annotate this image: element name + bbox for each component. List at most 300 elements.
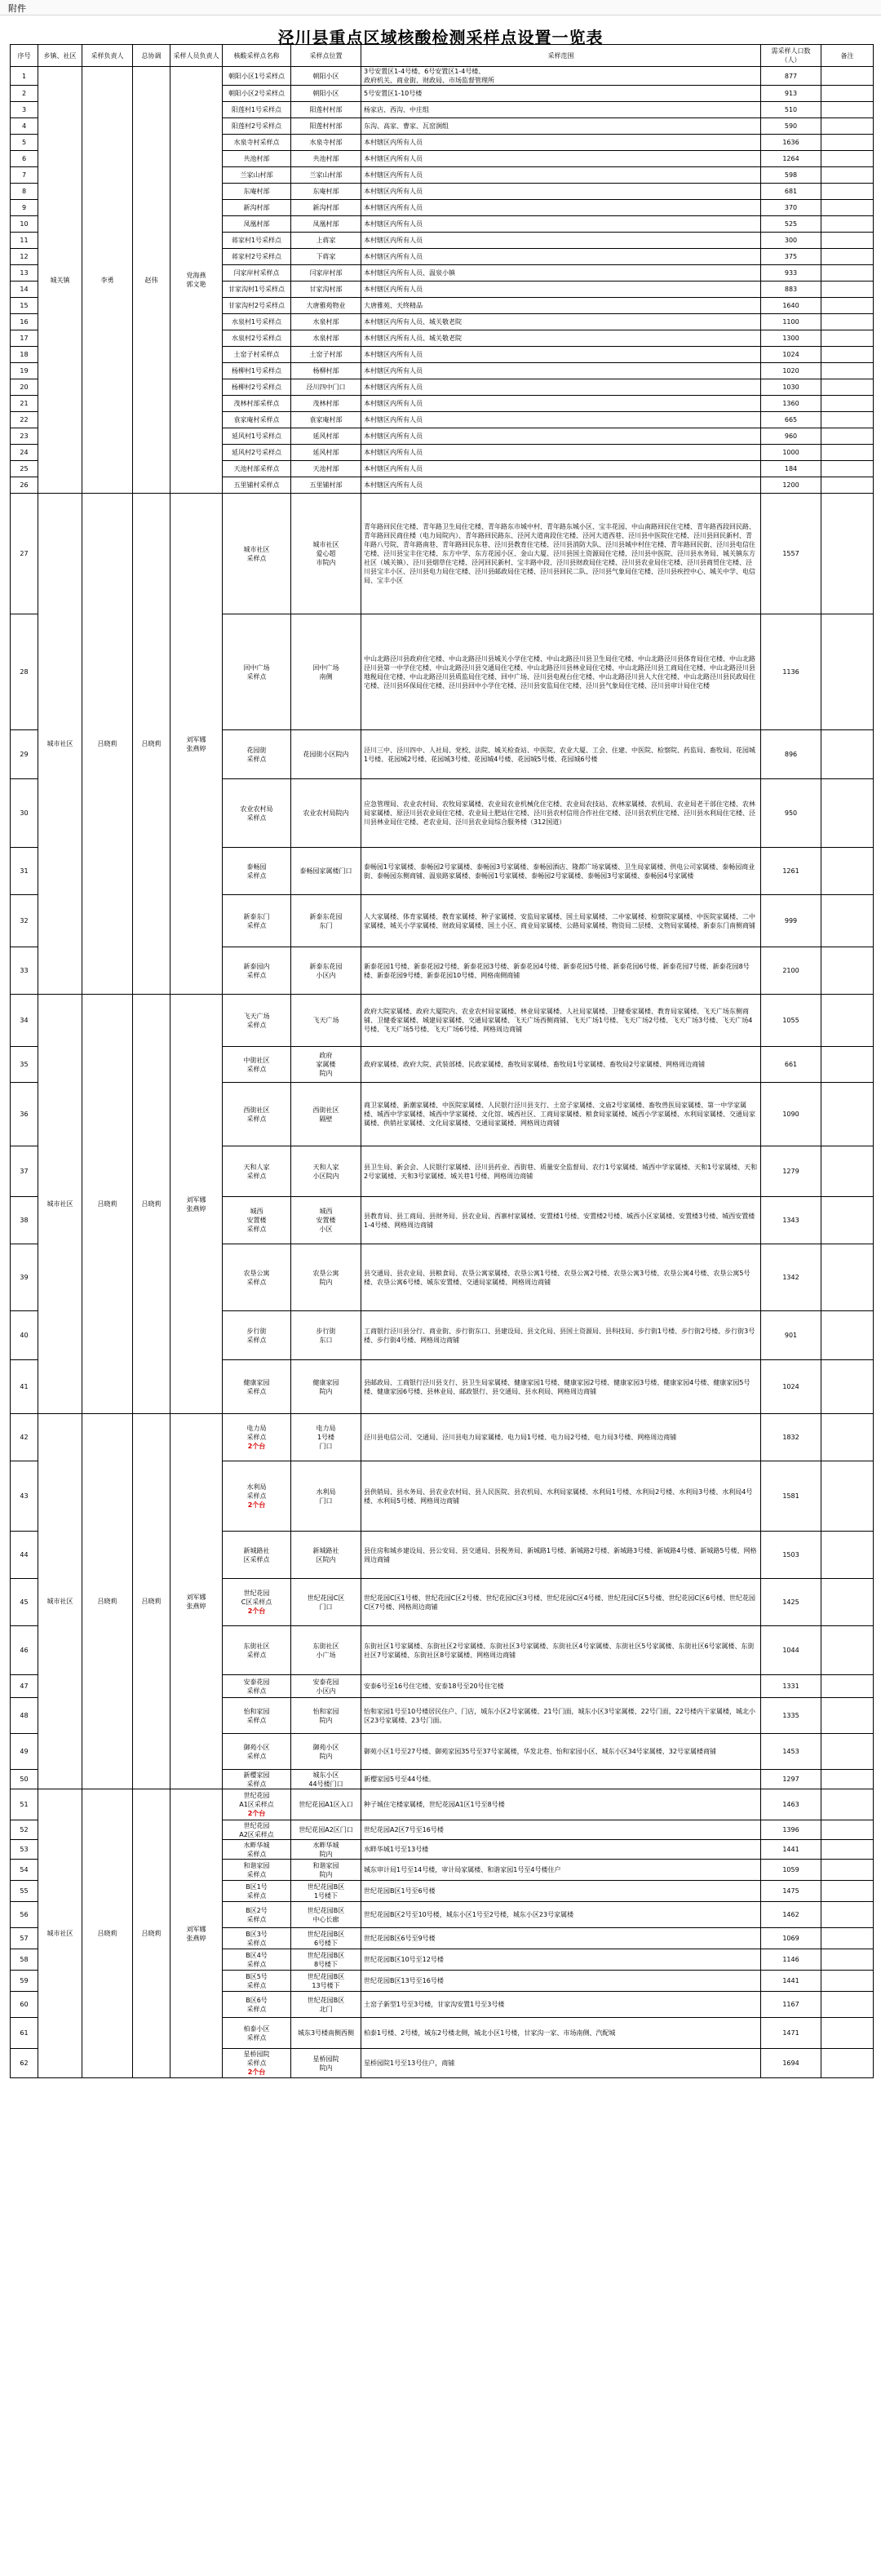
sampling-range: 世纪花园B区10号至12号楼 xyxy=(361,1949,761,1971)
sampling-range: 世纪花园B区6号至9号楼 xyxy=(361,1928,761,1949)
population-count: 1261 xyxy=(761,848,821,895)
group-lead: 吕晓莉 xyxy=(82,1789,133,2078)
group-lead: 吕晓莉 xyxy=(82,995,133,1414)
sampling-point-name: B区5号 采样点 xyxy=(223,1971,291,1992)
population-count: 510 xyxy=(761,102,821,118)
row-number: 40 xyxy=(11,1311,38,1360)
remark-cell xyxy=(821,282,874,298)
row-number: 7 xyxy=(11,167,38,184)
sampling-point-location: 世纪花园A1区入口 xyxy=(291,1789,361,1820)
group-lead: 吕晓莉 xyxy=(82,1414,133,1789)
group-township: 城市社区 xyxy=(38,1789,82,2078)
population-count: 950 xyxy=(761,779,821,848)
sampling-range: 本村辖区内所有人员 xyxy=(361,184,761,200)
sampling-point-location: 世纪花园C区 门口 xyxy=(291,1579,361,1626)
population-count: 1441 xyxy=(761,1971,821,1992)
sampling-point-name: 茂林村部采样点 xyxy=(223,396,291,412)
population-count: 1090 xyxy=(761,1083,821,1146)
sampling-range: 种子城住宅楼家属楼，世纪花园A1区1号至8号楼 xyxy=(361,1789,761,1820)
sampling-range: 东街社区1号家属楼、东街社区2号家属楼、东街社区3号家属楼、东街社区4号家属楼、东街社区5号家属楼、东街社区6号家属楼、东街社区7号家属楼、东街社区8号家属楼、网格周边商铺 xyxy=(361,1626,761,1675)
population-count: 1055 xyxy=(761,995,821,1047)
sampling-point-location: 凤凰村部 xyxy=(291,216,361,233)
sampling-point-location: 花园街小区院内 xyxy=(291,730,361,779)
row-number: 13 xyxy=(11,265,38,282)
remark-cell xyxy=(821,1840,874,1860)
sampling-point-name: 和谐家园 采样点 xyxy=(223,1860,291,1881)
row-number: 61 xyxy=(11,2018,38,2049)
row-number: 52 xyxy=(11,1820,38,1840)
sampling-point-name: 步行街 采样点 xyxy=(223,1311,291,1360)
sampling-point-location: 杨柳村部 xyxy=(291,363,361,379)
population-count: 1396 xyxy=(761,1820,821,1840)
sampling-range: 杨家店、西沟、中庄组 xyxy=(361,102,761,118)
group-lead: 李勇 xyxy=(82,67,133,494)
row-number: 16 xyxy=(11,314,38,330)
row-number: 11 xyxy=(11,233,38,249)
row-number: 8 xyxy=(11,184,38,200)
remark-cell xyxy=(821,1047,874,1083)
sampling-range: 本村辖区内所有人员 xyxy=(361,167,761,184)
row-number: 12 xyxy=(11,249,38,265)
sampling-range: 本村辖区内所有人员 xyxy=(361,477,761,494)
population-count: 2100 xyxy=(761,947,821,995)
population-count: 661 xyxy=(761,1047,821,1083)
sampling-point-name: 延风村2号采样点 xyxy=(223,445,291,461)
sampling-range: 水畔华城1号至13号楼 xyxy=(361,1840,761,1860)
table-body xyxy=(11,67,874,2078)
sampling-point-location: 大唐雅苑物业 xyxy=(291,298,361,314)
column-header: 采样点位置 xyxy=(291,45,361,67)
remark-cell xyxy=(821,1360,874,1414)
remark-cell xyxy=(821,428,874,445)
table-row xyxy=(11,995,874,1047)
sampling-point-name: 闫家岸村采样点 xyxy=(223,265,291,282)
sampling-point-location: 共池村部 xyxy=(291,151,361,167)
group-staff-lead: 党海燕 郭文艳 xyxy=(170,67,223,494)
sampling-point-name: 甘家沟村2号采样点 xyxy=(223,298,291,314)
sampling-point-name: 阳莲村1号采样点 xyxy=(223,102,291,118)
group-staff-lead: 刘军娜 张燕婷 xyxy=(170,1789,223,2078)
remark-cell xyxy=(821,135,874,151)
sampling-point-name: 城市社区 采样点 xyxy=(223,494,291,614)
row-number: 28 xyxy=(11,614,38,730)
row-number: 48 xyxy=(11,1698,38,1734)
sampling-point-name: 杨柳村2号采样点 xyxy=(223,379,291,396)
remark-cell xyxy=(821,947,874,995)
population-count: 933 xyxy=(761,265,821,282)
population-count: 1024 xyxy=(761,347,821,363)
row-number: 17 xyxy=(11,330,38,347)
population-count: 901 xyxy=(761,1311,821,1360)
sampling-range: 怡和家园1号至10号楼居民住户、门店，城东小区2号家属楼、21号门面，城东小区3号家属楼、22号门面，22号楼内干家属楼，城北小区23号家属楼、23号门面。 xyxy=(361,1698,761,1734)
sampling-range: 县卫生局、新会会、人民银行家属楼、泾川县药业、西街巷、质量安全监督局、农行1号家属楼、城西中学家属楼、天和1号家属楼、天和2号家属楼、天和3号家属楼、城关巷1号楼、网格周边商铺 xyxy=(361,1146,761,1197)
sampling-point-name xyxy=(223,1461,291,1532)
sampling-range: 新樱家园5号至44号楼。 xyxy=(361,1770,761,1789)
sampling-point-name: 水泉村1号采样点 xyxy=(223,314,291,330)
sampling-point-location: 天和人家 小区院内 xyxy=(291,1146,361,1197)
row-number: 3 xyxy=(11,102,38,118)
sampling-point-location: 农垦公寓 院内 xyxy=(291,1244,361,1311)
population-count: 1557 xyxy=(761,494,821,614)
sampling-point-name: B区2号 采样点 xyxy=(223,1902,291,1928)
sampling-point-location: 甘家沟村部 xyxy=(291,282,361,298)
sampling-point-location: 东街社区 小广场 xyxy=(291,1626,361,1675)
sampling-point-name xyxy=(223,1789,291,1820)
sampling-point-location: 阳莲村村部 xyxy=(291,102,361,118)
sampling-point-name: 怡和家园 采样点 xyxy=(223,1698,291,1734)
row-number: 46 xyxy=(11,1626,38,1675)
sampling-range: 县住房和城乡建设局、县公安局、县交通局、县税务局、新城路1号楼、新城路2号楼、新城路3号楼、新城路4号楼、新城路5号楼、网格周边商铺 xyxy=(361,1532,761,1579)
group-township: 城关镇 xyxy=(38,67,82,494)
population-count: 1453 xyxy=(761,1734,821,1770)
sampling-point-location: 城西 安置楼 小区 xyxy=(291,1197,361,1244)
sampling-range: 中山北路泾川县政府住宅楼、中山北路泾川县城关小学住宅楼、中山北路泾川县卫生局住宅楼、中山北路泾川县体育局住宅楼、中山北路泾川县第一中学住宅楼、中山北路泾川县交通局住宅楼、中山北路泾川县林业局住宅楼、中山北路泾川县工商局住宅楼、中山北路泾川县地税局住宅楼、中山北路泾川县质监局住宅楼、回中广场、泾川县电视台住宅楼、中山北路泾川县人大住宅楼、中山北路泾川县民政局住宅楼、泾川县环保局住宅楼、泾川县回中小学住宅楼、泾川县安监局住宅楼、泾川县气象局住宅楼、泾川县审计局住宅楼 xyxy=(361,614,761,730)
column-header: 核酸采样点名称 xyxy=(223,45,291,67)
remark-cell xyxy=(821,379,874,396)
sampling-point-location: 御苑小区 院内 xyxy=(291,1734,361,1770)
sampling-point-name: 土窑子村采样点 xyxy=(223,347,291,363)
sampling-point-name: 朝阳小区1号采样点 xyxy=(223,67,291,86)
population-count: 1331 xyxy=(761,1675,821,1698)
sampling-point-name: 延风村1号采样点 xyxy=(223,428,291,445)
remark-cell xyxy=(821,2018,874,2049)
row-number: 15 xyxy=(11,298,38,314)
row-number: 9 xyxy=(11,200,38,216)
sampling-point-location: 政府 家属楼 院内 xyxy=(291,1047,361,1083)
sampling-point-location: 步行街 东口 xyxy=(291,1311,361,1360)
sampling-point-location: 水泉寺村部 xyxy=(291,135,361,151)
remark-cell xyxy=(821,347,874,363)
population-count: 1462 xyxy=(761,1902,821,1928)
remark-cell xyxy=(821,363,874,379)
sampling-point-location: 健康家园 院内 xyxy=(291,1360,361,1414)
population-count: 1030 xyxy=(761,379,821,396)
sampling-range: 青年路回民住宅楼、青年路卫生局住宅楼、青年路东市城中村、青年路东城小区、宝丰花园、中山南路回民住宅楼、青年路西段回民路、青年路回民商住楼（电力局院内）、青年路回民路东、泾河大道南段住宅楼、泾河大道西巷、泾川县中医院住宅楼、泾川县回民新村、青年路八号院、青年路南巷、青年路回民东巷、泾川县教育住宅楼、泾川县消防大队、泾川县城中村住宅楼、青年路回民街、泾川县电信住宅楼、泾川县宝丰住宅楼、东方中学、东方花园小区、金山大厦、泾川县国土资源局住宅楼、泾川县中医院、泾川县水务局、城关镇东方社区（城关镇）、泾川县烟草住宅楼、泾河回民新村、宝丰路中段、泾川县财政局住宅楼、泾川县农业局住宅楼、泾川县商贸住宅楼、泾川县宝丰小区、泾川县电力局住宅楼、泾川县邮政局住宅楼、泾川县回民二队、泾川县气象局住宅楼、泾川县疾控中心、城关中学、电信局、宝丰小区 xyxy=(361,494,761,614)
sampling-point-location: 茂林村部 xyxy=(291,396,361,412)
sampling-point-location: 星桥园院 院内 xyxy=(291,2049,361,2078)
sampling-point-location: 土窑子村部 xyxy=(291,347,361,363)
population-count: 1640 xyxy=(761,298,821,314)
sampling-point-name: 阳莲村2号采样点 xyxy=(223,118,291,135)
remark-cell xyxy=(821,1675,874,1698)
sampling-range: 本村辖区内所有人员 xyxy=(361,347,761,363)
remark-cell xyxy=(821,1860,874,1881)
sampling-point-label: 世纪花园 C区采样点 xyxy=(241,1589,272,1606)
sampling-point-location: 新泰东花园 东门 xyxy=(291,895,361,947)
remark-cell xyxy=(821,895,874,947)
population-count: 1636 xyxy=(761,135,821,151)
population-count: 1000 xyxy=(761,445,821,461)
population-count: 877 xyxy=(761,67,821,86)
population-count: 1425 xyxy=(761,1579,821,1626)
sampling-range: 本村辖区内所有人员、城关敬老院 xyxy=(361,330,761,347)
sampling-point-location: 水泉村部 xyxy=(291,330,361,347)
sampling-range: 世纪花园B区2号至10号楼，城东小区1号至2号楼，城东小区23号家属楼 xyxy=(361,1902,761,1928)
sampling-point-name xyxy=(223,1414,291,1461)
sampling-point-name: 凤凰村部 xyxy=(223,216,291,233)
sampling-point-location: 泾川四中门口 xyxy=(291,379,361,396)
remark-cell xyxy=(821,779,874,848)
sampling-point-location: 新泰东花园 小区内 xyxy=(291,947,361,995)
sampling-point-location: 世纪花园B区 中心长廊 xyxy=(291,1902,361,1928)
remark-cell xyxy=(821,314,874,330)
sampling-range: 本村辖区内所有人员 xyxy=(361,363,761,379)
sampling-point-location: 世纪花园B区 8号楼下 xyxy=(291,1949,361,1971)
population-count: 1581 xyxy=(761,1461,821,1532)
population-count: 1471 xyxy=(761,2018,821,2049)
row-number: 25 xyxy=(11,461,38,477)
remark-cell xyxy=(821,1532,874,1579)
row-number: 56 xyxy=(11,1902,38,1928)
population-count: 184 xyxy=(761,461,821,477)
row-number: 29 xyxy=(11,730,38,779)
sampling-point-name: 新樱家园 采样点 xyxy=(223,1770,291,1789)
row-number: 62 xyxy=(11,2049,38,2078)
sampling-point-name: 泰畅园 采样点 xyxy=(223,848,291,895)
sampling-range: 县邮政局、工商银行泾川县支行、县卫生局家属楼、健康家园1号楼、健康家园2号楼、健康家园3号楼、健康家园4号楼、健康家园5号楼、健康家园6号楼、县林业局、邮政银行、县交通局、县水利局、网格周边商铺 xyxy=(361,1360,761,1414)
sampling-point-location: 世纪花园B区 北门 xyxy=(291,1992,361,2018)
row-number: 2 xyxy=(11,86,38,102)
sampling-point-name: 花园街 采样点 xyxy=(223,730,291,779)
column-header: 序号 xyxy=(11,45,38,67)
sampling-range: 泰畅园1号家属楼、泰畅园2号家属楼、泰畅园3号家属楼、泰畅园酒店、隆都广场家属楼、卫生局家属楼、供电公司家属楼、泰畅园商业街、泰畅园东侧商铺、温泉路家属楼、泰畅园1号家属楼、泰畅园2号家属楼、泰畅园3号家属楼、泰畅园4号家属楼 xyxy=(361,848,761,895)
population-count: 1044 xyxy=(761,1626,821,1675)
population-count: 883 xyxy=(761,282,821,298)
remark-cell xyxy=(821,151,874,167)
sampling-point-location: 世纪花园B区 1号楼下 xyxy=(291,1881,361,1902)
row-number: 22 xyxy=(11,412,38,428)
remark-cell xyxy=(821,1579,874,1626)
remark-cell xyxy=(821,184,874,200)
sampling-point-name: 杨柳村1号采样点 xyxy=(223,363,291,379)
row-number: 31 xyxy=(11,848,38,895)
sampling-point-name xyxy=(223,2049,291,2078)
row-number: 4 xyxy=(11,118,38,135)
group-staff-lead: 刘军娜 张燕婷 xyxy=(170,1414,223,1789)
remark-cell xyxy=(821,1244,874,1311)
population-count: 1100 xyxy=(761,314,821,330)
population-count: 1463 xyxy=(761,1789,821,1820)
sampling-point-name: 天池村部采样点 xyxy=(223,461,291,477)
sampling-point-location: 水泉村部 xyxy=(291,314,361,330)
row-number: 37 xyxy=(11,1146,38,1197)
sampling-range: 本村辖区内所有人员 xyxy=(361,151,761,167)
population-count: 665 xyxy=(761,412,821,428)
page-title: 泾川县重点区域核酸检测采样点设置一览表 xyxy=(277,28,604,47)
sampling-range: 本村辖区内所有人员、城关敬老院 xyxy=(361,314,761,330)
remark-cell xyxy=(821,1902,874,1928)
row-number: 20 xyxy=(11,379,38,396)
sampling-range: 商卫家属楼、新潮家属楼、中医院家属楼、人民银行泾川县支行、土窑子家属楼、文庙2号家属楼、畜牧兽医局家属楼、第一中学家属楼、城西中学家属楼、城西中学家属楼、文化馆、城西社区、工商局家属楼、粮食局家属楼、城西小学家属楼、水利局家属楼、交通局家属楼、供销社家属楼、文化局家属楼、交通局家属楼、网格周边商铺 xyxy=(361,1083,761,1146)
sampling-point-label: 星桥园院 采样点 xyxy=(243,2051,270,2067)
group-coord: 吕晓莉 xyxy=(133,1414,170,1789)
remark-cell xyxy=(821,1083,874,1146)
sampling-point-name: 共池村部 xyxy=(223,151,291,167)
two-stations-note: 2个台 xyxy=(247,2068,266,2076)
row-number: 23 xyxy=(11,428,38,445)
sampling-point-location: 世纪花园A2区门口 xyxy=(291,1820,361,1840)
population-count: 1335 xyxy=(761,1698,821,1734)
sampling-point-name: 安泰花园 采样点 xyxy=(223,1675,291,1698)
sampling-point-location: 农业农村局院内 xyxy=(291,779,361,848)
group-coord: 吕晓莉 xyxy=(133,995,170,1414)
two-stations-note: 2个台 xyxy=(247,1443,266,1450)
sampling-point-name: 甘家沟村1号采样点 xyxy=(223,282,291,298)
row-number: 14 xyxy=(11,282,38,298)
sampling-point-location: 东庵村部 xyxy=(291,184,361,200)
population-count: 1264 xyxy=(761,151,821,167)
sampling-range: 城东审计局1号至14号楼，审计局家属楼、和谐家园1号至4号楼住户 xyxy=(361,1860,761,1881)
sampling-point-name: 西街社区 采样点 xyxy=(223,1083,291,1146)
sampling-point-label: 水利局 采样点 xyxy=(246,1483,267,1500)
row-number: 60 xyxy=(11,1992,38,2018)
row-number: 54 xyxy=(11,1860,38,1881)
remark-cell xyxy=(821,1734,874,1770)
group-township: 城市社区 xyxy=(38,494,82,995)
two-stations-note: 2个台 xyxy=(247,1501,266,1509)
sampling-point-location: 上蒋家 xyxy=(291,233,361,249)
group-coord: 吕晓莉 xyxy=(133,494,170,995)
sampling-point-name: 回中广场 采样点 xyxy=(223,614,291,730)
sampling-range: 本村辖区内所有人员 xyxy=(361,135,761,151)
remark-cell xyxy=(821,1770,874,1789)
row-number: 35 xyxy=(11,1047,38,1083)
sampling-range: 星桥园院1号至13号住户，商铺 xyxy=(361,2049,761,2078)
sampling-point-location: 西街社区 隔壁 xyxy=(291,1083,361,1146)
sampling-point-name: 水泉村2号采样点 xyxy=(223,330,291,347)
sampling-range: 世纪花园C区1号楼、世纪花园C区2号楼、世纪花园C区3号楼、世纪花园C区4号楼、世纪花园C区5号楼、世纪花园C区6号楼、世纪花园C区7号楼、网格周边商铺 xyxy=(361,1579,761,1626)
population-count: 681 xyxy=(761,184,821,200)
sampling-point-name: 水泉寺村采样点 xyxy=(223,135,291,151)
population-count: 1475 xyxy=(761,1881,821,1902)
remark-cell xyxy=(821,412,874,428)
remark-cell xyxy=(821,1820,874,1840)
sampling-range: 土窑子新型1号至3号楼，甘家沟安置1号至3号楼 xyxy=(361,1992,761,2018)
sampling-point-name: 东庵村部 xyxy=(223,184,291,200)
sampling-point-name: B区1号 采样点 xyxy=(223,1881,291,1902)
attachment-label: 附件 xyxy=(8,3,26,14)
row-number: 30 xyxy=(11,779,38,848)
sampling-range: 县教育局、县工商局、县财务局、县农业局、西寨村家属楼、安置楼1号楼、安置楼2号楼、城西小区家属楼、安置楼3号楼、城西安置楼1-4号楼、网格周边商铺 xyxy=(361,1197,761,1244)
remark-cell xyxy=(821,249,874,265)
sampling-point-name: 新沟村部 xyxy=(223,200,291,216)
sampling-point-location: 朝阳小区 xyxy=(291,67,361,86)
remark-cell xyxy=(821,1992,874,2018)
table-row xyxy=(11,494,874,614)
sampling-range: 本村辖区内所有人员 xyxy=(361,445,761,461)
top-bar xyxy=(0,0,881,16)
row-number: 6 xyxy=(11,151,38,167)
sampling-point-location: 延风村部 xyxy=(291,428,361,445)
column-header: 需采样人口数（人） xyxy=(761,45,821,67)
row-number: 44 xyxy=(11,1532,38,1579)
sampling-point-location: 天池村部 xyxy=(291,461,361,477)
sampling-point-location: 城市社区 爱心超 市院内 xyxy=(291,494,361,614)
sampling-point-name: 健康家园 采样点 xyxy=(223,1360,291,1414)
sampling-point-name: 农业农村局 采样点 xyxy=(223,779,291,848)
sampling-range: 东沟、高家、曹家、瓦窑涧组 xyxy=(361,118,761,135)
remark-cell xyxy=(821,445,874,461)
table-row xyxy=(11,67,874,86)
population-count: 1146 xyxy=(761,1949,821,1971)
row-number: 10 xyxy=(11,216,38,233)
population-count: 370 xyxy=(761,200,821,216)
sampling-range: 御苑小区1号至27号楼、御苑家园35号至37号家属楼，华发北巷、怡和家园小区、城东小区34号家属楼、32号家属楼商铺 xyxy=(361,1734,761,1770)
sampling-point-name: B区6号 采样点 xyxy=(223,1992,291,2018)
sampling-point-name: B区4号 采样点 xyxy=(223,1949,291,1971)
sampling-table xyxy=(10,44,874,2078)
sampling-range: 本村辖区内所有人员 xyxy=(361,396,761,412)
population-count: 1200 xyxy=(761,477,821,494)
sampling-range: 本村辖区内所有人员 xyxy=(361,233,761,249)
sampling-point-name: 东街社区 采样点 xyxy=(223,1626,291,1675)
row-number: 49 xyxy=(11,1734,38,1770)
sampling-range: 本村辖区内所有人员 xyxy=(361,412,761,428)
sampling-range: 泾川县电信公司、交通局、泾川县电力局家属楼、电力局1号楼、电力局2号楼、电力局3号楼、网格周边商铺 xyxy=(361,1414,761,1461)
row-number: 58 xyxy=(11,1949,38,1971)
sampling-point-location: 五里铺村部 xyxy=(291,477,361,494)
population-count: 1297 xyxy=(761,1770,821,1789)
remark-cell xyxy=(821,102,874,118)
sampling-point-location: 电力局 1号楼 门口 xyxy=(291,1414,361,1461)
row-number: 41 xyxy=(11,1360,38,1414)
row-number: 1 xyxy=(11,67,38,86)
sampling-point-location: 延风村部 xyxy=(291,445,361,461)
column-header: 采样人员负责人 xyxy=(170,45,223,67)
population-count: 1360 xyxy=(761,396,821,412)
row-number: 26 xyxy=(11,477,38,494)
remark-cell xyxy=(821,494,874,614)
remark-cell xyxy=(821,1949,874,1971)
sampling-point-name: 五里铺村采样点 xyxy=(223,477,291,494)
sampling-range: 安泰6号至16号住宅楼、安泰18号至20号住宅楼 xyxy=(361,1675,761,1698)
sampling-point-label: 世纪花园 A1区采样点 xyxy=(239,1792,274,1808)
population-count: 375 xyxy=(761,249,821,265)
row-number: 34 xyxy=(11,995,38,1047)
population-count: 598 xyxy=(761,167,821,184)
row-number: 33 xyxy=(11,947,38,995)
column-header: 采样负责人 xyxy=(82,45,133,67)
row-number: 36 xyxy=(11,1083,38,1146)
remark-cell xyxy=(821,461,874,477)
sampling-point-location: 泰畅园家属楼门口 xyxy=(291,848,361,895)
remark-cell xyxy=(821,1971,874,1992)
row-number: 47 xyxy=(11,1675,38,1698)
remark-cell xyxy=(821,396,874,412)
population-count: 999 xyxy=(761,895,821,947)
remark-cell xyxy=(821,1698,874,1734)
sampling-point-name: 中街社区 采样点 xyxy=(223,1047,291,1083)
row-number: 24 xyxy=(11,445,38,461)
table-header-row xyxy=(11,45,874,67)
group-coord: 赵伟 xyxy=(133,67,170,494)
population-count: 590 xyxy=(761,118,821,135)
row-number: 21 xyxy=(11,396,38,412)
sampling-point-location: 阳莲村村部 xyxy=(291,118,361,135)
population-count: 1503 xyxy=(761,1532,821,1579)
sampling-point-name: 新城路社 区采样点 xyxy=(223,1532,291,1579)
sampling-point-location: 和谐家园 院内 xyxy=(291,1860,361,1881)
remark-cell xyxy=(821,167,874,184)
population-count: 1024 xyxy=(761,1360,821,1414)
sampling-point-location: 安泰花园 小区内 xyxy=(291,1675,361,1698)
population-count: 1167 xyxy=(761,1992,821,2018)
population-count: 1694 xyxy=(761,2049,821,2078)
row-number: 39 xyxy=(11,1244,38,1311)
sampling-point-name: 新泰东门 采样点 xyxy=(223,895,291,947)
population-count: 1059 xyxy=(761,1860,821,1881)
remark-cell xyxy=(821,1789,874,1820)
